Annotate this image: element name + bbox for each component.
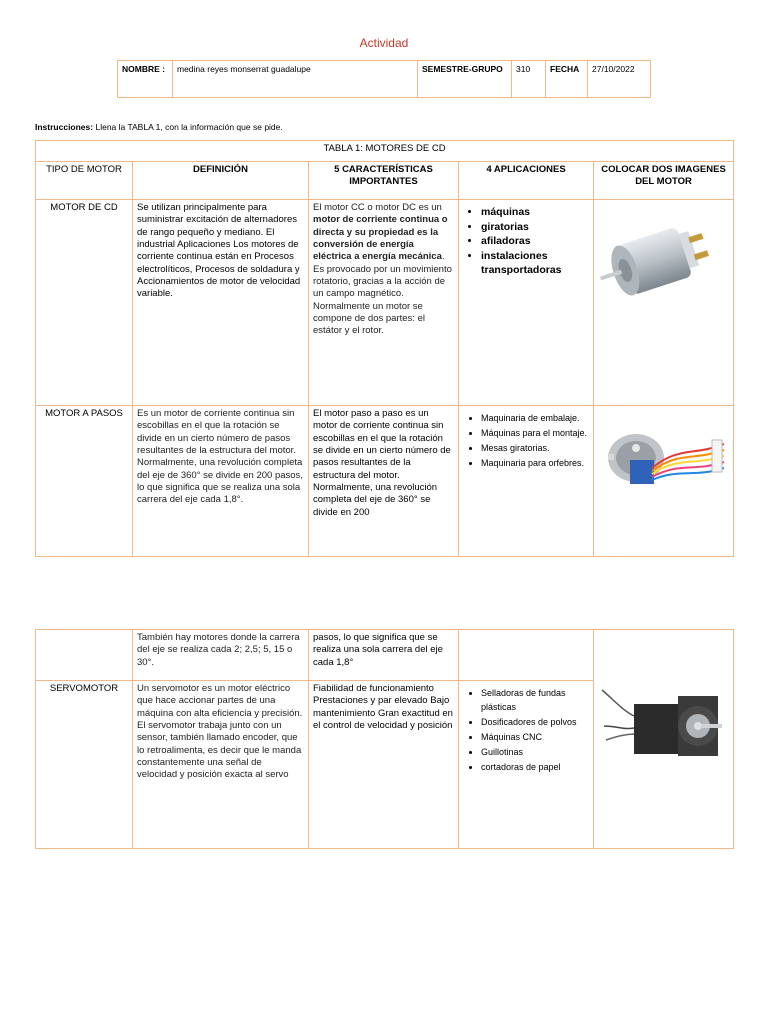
list-item: • Máquinas CNC [481, 731, 589, 745]
list-item: • Máquinas para el montaje. [481, 427, 589, 441]
fecha-label: FECHA [546, 61, 588, 98]
header-caracteristicas: 5 CARACTERÍSTICAS IMPORTANTES [309, 162, 459, 200]
motor-pasos-type: MOTOR A PASOS [36, 406, 133, 557]
nombre-value: medina reyes monserrat guadalupe [173, 61, 418, 98]
servo-image-cell [594, 630, 734, 849]
motor-cd-applications [459, 200, 594, 406]
cont-applications [459, 630, 594, 681]
motors-table-continued [35, 629, 734, 849]
cont-characteristics: pasos, lo que significa que se realiza una sola carrera del eje cada 1,8° [309, 630, 459, 681]
servo-type: SERVOMOTOR [36, 681, 133, 849]
header-aplicaciones: 4 APLICACIONES [459, 162, 594, 200]
cd-char-intro: El motor CC o motor DC es un [313, 202, 442, 213]
cont-type [36, 630, 133, 681]
list-item: • Maquinaria para orfebres. [481, 457, 589, 471]
instructions-label: Instrucciones: [35, 122, 94, 132]
list-item: • cortadoras de papel [481, 761, 589, 775]
list-item: • Guillotinas [481, 746, 589, 760]
dc-motor-image [594, 200, 734, 320]
motor-pasos-applications [459, 406, 594, 557]
table-caption: TABLA 1: MOTORES DE CD [36, 141, 734, 162]
list-item: • Mesas giratorias. [481, 442, 589, 456]
cd-char-bold: motor de corriente continua o directa y su propiedad es la conversión de energía eléctrica a energía mecánica [313, 214, 448, 263]
list-item: • afiladoras [481, 235, 589, 249]
list-item: • Maquinaria de embalaje. [481, 412, 589, 426]
list-item: • Dosificadores de polvos [481, 716, 589, 730]
semestre-label: SEMESTRE-GRUPO [418, 61, 512, 98]
fecha-value: 27/10/2022 [588, 61, 651, 98]
header-definicion: DEFINICIÓN [133, 162, 309, 200]
motor-cd-definition: Se utilizan principalmente para suministrar excitación de alternadores de rango pequeño y mediano. El industrial Aplicaciones Los motores de corriente continua están en Procesos electrolíticos, Procesos de soldadura y Accionamientos de motor de velocidad variable. [133, 200, 309, 406]
student-info-table [117, 60, 651, 98]
list-item: • Selladoras de fundas plásticas [481, 687, 589, 715]
instructions-text: Llena la TABLA 1, con la información que se pide. [93, 122, 283, 132]
motor-pasos-characteristics: El motor paso a paso es un motor de corriente continua sin escobillas en el que la rotación se divide en un cierto número de pasos resultantes de la estructura del motor. Normalmente, una revolución completa del eje de 360° se divide en 200 [309, 406, 459, 557]
stepper-motor-image [594, 406, 734, 526]
header-tipo: TIPO DE MOTOR [36, 162, 133, 200]
header-imagenes: COLOCAR DOS IMAGENES DEL MOTOR [594, 162, 734, 200]
servo-applications [459, 681, 594, 849]
motor-cd-characteristics [309, 200, 459, 406]
motor-cd-image-cell [594, 200, 734, 406]
servo-definition: Un servomotor es un motor eléctrico que hace accionar partes de una máquina con alta eficiencia y precisión. El servomotor trabaja junto con un sensor, también llamado encoder, que lo retroalimenta, es decir que le manda constantemente una señal de velocidad y posición exacta al servo [133, 681, 309, 849]
motor-pasos-image-cell [594, 406, 734, 557]
semestre-value: 310 [512, 61, 546, 98]
list-item: • instalaciones transportadoras [481, 250, 589, 277]
servo-characteristics: Fiabilidad de funcionamiento Prestaciones y par elevado Bajo mantenimiento Gran exactitud en el control de velocidad y posición [309, 681, 459, 849]
page-title: Actividad [359, 36, 409, 50]
motor-cd-type: MOTOR DE CD [36, 200, 133, 406]
list-item: • giratorias [481, 221, 589, 235]
list-item: • máquinas [481, 206, 589, 220]
cont-definition: También hay motores donde la carrera del eje se realiza cada 2; 2,5; 5, 15 o 30°. [133, 630, 309, 681]
instructions [35, 122, 283, 132]
motors-table [35, 140, 734, 557]
nombre-label: NOMBRE : [118, 61, 173, 98]
servomotor-image [594, 630, 734, 790]
motor-pasos-definition: Es un motor de corriente continua sin escobillas en el que la rotación se divide en un cierto número de pasos resultantes de la estructura del motor. Normalmente, una revolución completa del eje de 360° se divide en 200 pasos, lo que significa que se realiza una sola carrera del eje cada 1,8°. [133, 406, 309, 557]
cd-char-rest: . Es provocado por un movimiento rotatorio, gracias a la acción de un campo magnético. Normalmente un motor se compone de dos partes: el estátor y el rotor. [313, 251, 452, 337]
